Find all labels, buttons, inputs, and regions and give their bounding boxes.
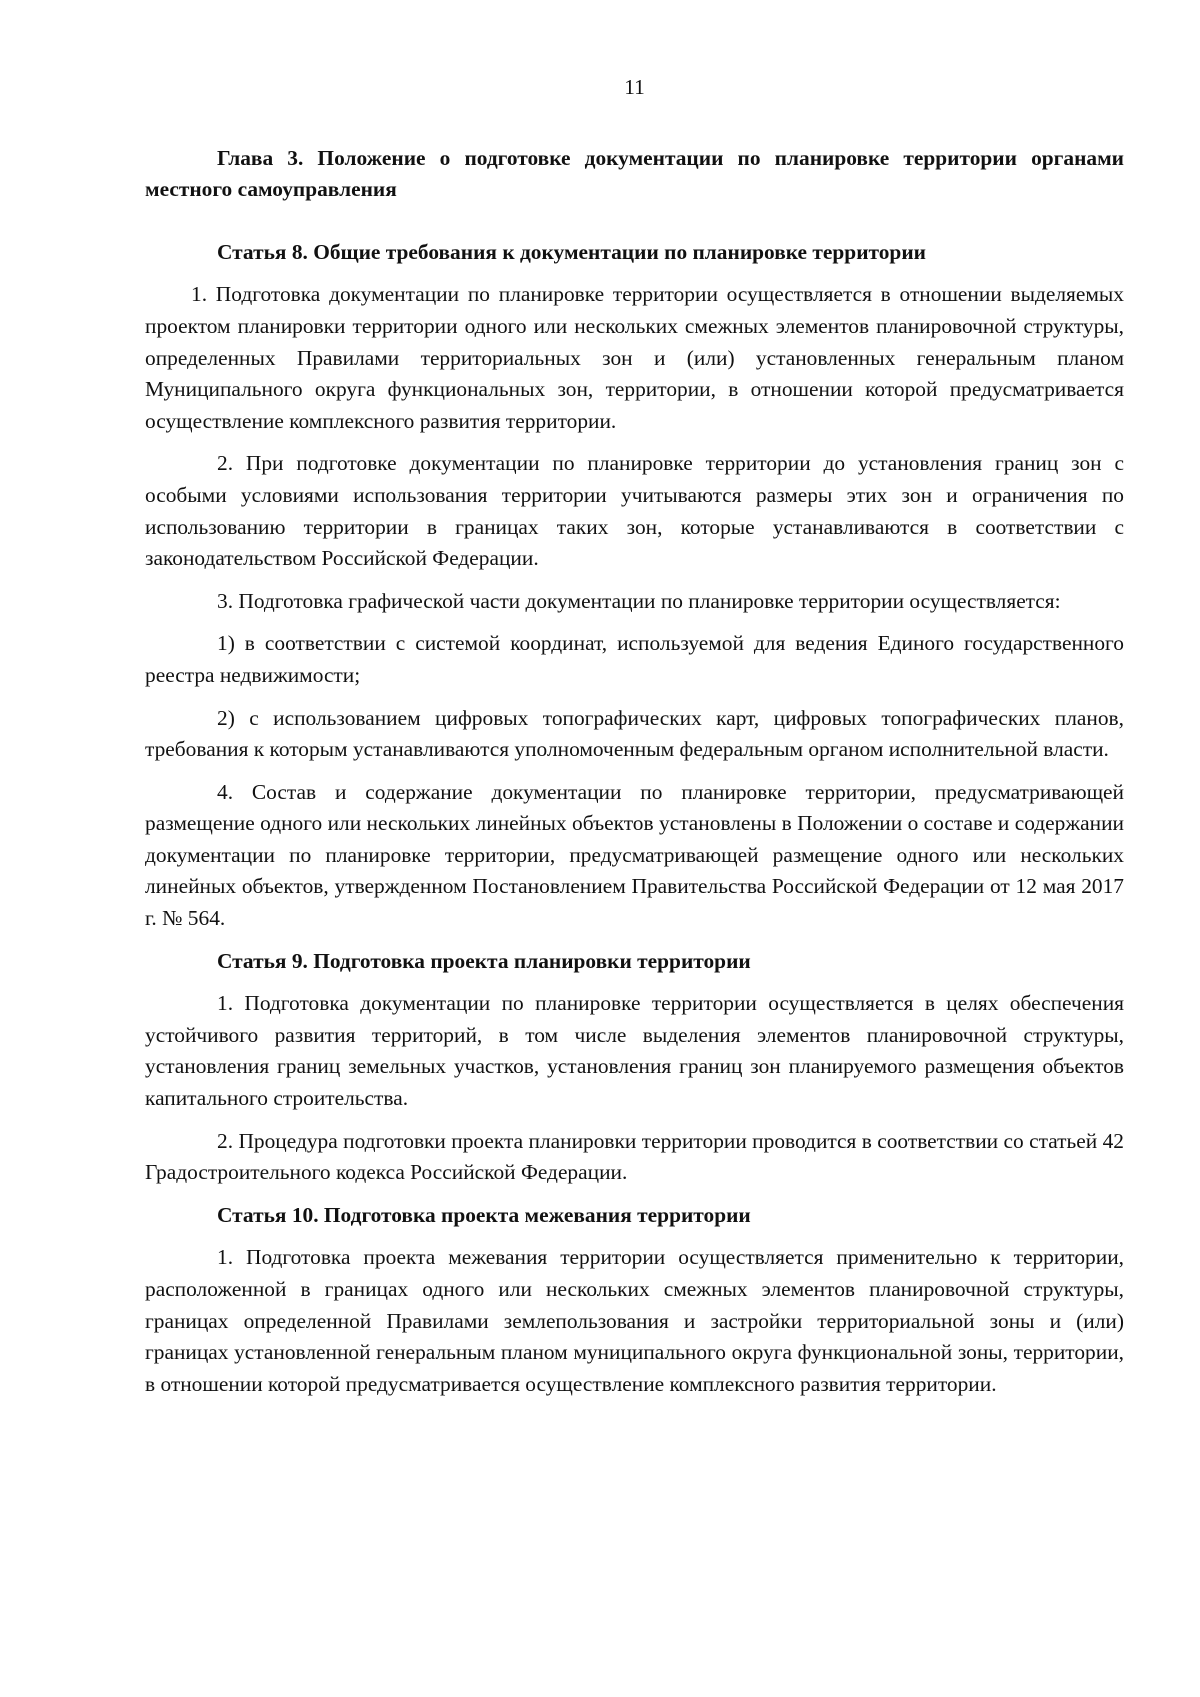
paragraph: 1. Подготовка документации по планировке территории осуществляется в целях обеспечения устойчивого развития территорий, в том числе выделения элементов планировочной структуры, установления границ земельных участков, установления границ зон планируемого размещения объектов капитального строительства. xyxy=(145,991,1124,1111)
article-title: Статья 8. Общие требования к документации по планировке территории xyxy=(217,239,926,264)
paragraph: 3. Подготовка графической части документации по планировке территории осуществляется: xyxy=(217,588,1061,613)
paragraph: 2. Процедура подготовки проекта планировки территории проводится в соответствии со статьей 42 Градостроительного кодекса Российской Федерации. xyxy=(145,1128,1124,1185)
paragraph: 2. При подготовке документации по планировке территории до установления границ зон с особыми условиями использования территории учитываются размеры этих зон и ограничения по использованию территории в границах таких зон, которые устанавливаются в соответствии с законодательством Российской Федерации. xyxy=(145,451,1124,571)
paragraph: 2) с использованием цифровых топографических карт, цифровых топографических планов, требования к которым устанавливаются уполномоченным федеральным органом исполнительной власти. xyxy=(145,705,1124,762)
article-8 xyxy=(145,237,1124,935)
paragraph: 1. Подготовка документации по планировке территории осуществляется в отношении выделяемых проектом планировки территории одного или нескольких смежных элементов планировочной структуры, определенных Правилами территориальных зон и (или) установленных генеральным планом Муниципального округа функциональных зон, территории, в отношении которой предусматривается осуществление комплексного развития территории. xyxy=(145,282,1124,433)
paragraph: 1. Подготовка проекта межевания территории осуществляется применительно к территории, расположенной в границах одного или нескольких смежных элементов планировочной структуры, границах определенной Правилами землепользования и застройки территориальной зоны и (или) границах установленной генеральным планом муниципального округа функциональной зоны, территории, в отношении которой предусматривается осуществление комплексного развития территории. xyxy=(145,1245,1124,1396)
chapter-title: Глава 3. Положение о подготовке документации по планировке территории органами местного самоуправления xyxy=(145,145,1124,202)
page-number: 11 xyxy=(624,75,645,99)
article-title: Статья 10. Подготовка проекта межевания территории xyxy=(217,1202,751,1227)
article-9 xyxy=(145,946,1124,1189)
paragraph: 1) в соответствии с системой координат, используемой для ведения Единого государственного реестра недвижимости; xyxy=(145,631,1124,687)
article-title: Статья 9. Подготовка проекта планировки территории xyxy=(217,948,751,973)
article-10 xyxy=(145,1200,1124,1401)
paragraph: 4. Состав и содержание документации по планировке территории, предусматривающей размещение одного или нескольких линейных объектов установлены в Положении о составе и содержании документации по планировке территории, предусматривающей размещение одного или нескольких линейных объектов, утвержденном Постановлением Правительства Российской Федерации от 12 мая 2017 г. № 564. xyxy=(145,779,1124,931)
